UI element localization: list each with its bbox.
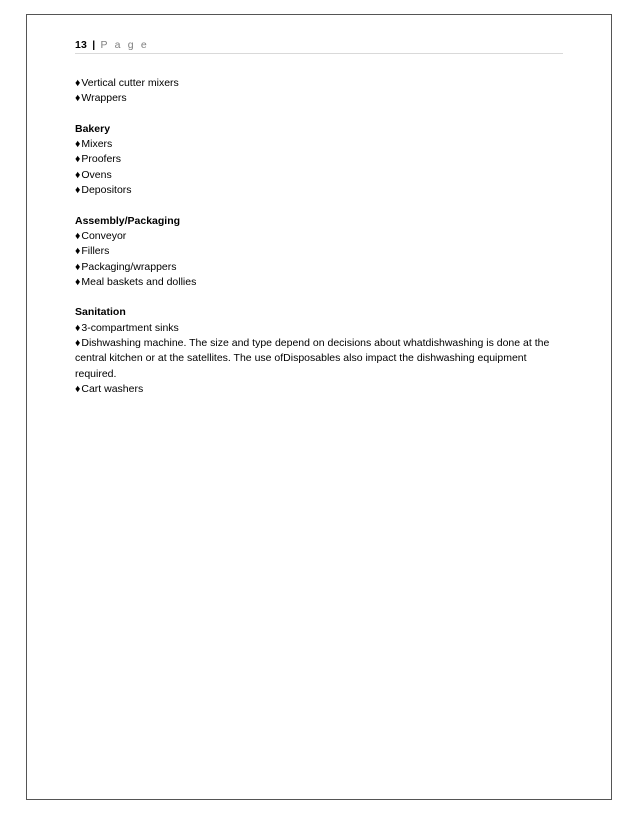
spacer — [75, 198, 565, 213]
list-item: ♦Cart washers — [75, 382, 144, 395]
list-item: ♦Proofers — [75, 153, 122, 166]
document-body — [75, 76, 565, 397]
list-item: ♦Dishwashing machine. The size and type depend on decisions about whatdishwashing is done at the central kitchen or at the satellites. The use ofDisposables also impact the dishwashing equipment required. — [75, 337, 550, 380]
spacer — [75, 290, 565, 305]
diamond-bullet-icon: ♦ — [75, 138, 81, 151]
diamond-bullet-icon: ♦ — [75, 275, 81, 288]
diamond-bullet-icon: ♦ — [75, 77, 81, 89]
diamond-bullet-icon: ♦ — [75, 321, 81, 334]
page-header — [75, 39, 149, 51]
list-item: ♦Conveyor — [75, 229, 127, 242]
header-rule — [75, 53, 563, 54]
list-item: ♦Fillers — [75, 245, 110, 258]
diamond-bullet-icon: ♦ — [75, 153, 81, 166]
diamond-bullet-icon: ♦ — [75, 382, 81, 395]
list-item: ♦3-compartment sinks — [75, 321, 179, 334]
page-word: P a g e — [100, 39, 149, 51]
section-heading-sanitation: Sanitation — [75, 306, 126, 319]
list-item: ♦Mixers — [75, 138, 113, 151]
spacer — [75, 107, 565, 122]
section-heading-assembly: Assembly/Packaging — [75, 214, 181, 227]
page-number: 13 — [75, 39, 88, 51]
list-item: ♦Vertical cutter mixers — [75, 77, 179, 89]
list-item: ♦Packaging/wrappers — [75, 260, 177, 273]
diamond-bullet-icon: ♦ — [75, 245, 81, 258]
diamond-bullet-icon: ♦ — [75, 184, 81, 197]
diamond-bullet-icon: ♦ — [75, 92, 81, 105]
diamond-bullet-icon: ♦ — [75, 260, 81, 273]
list-item: ♦Ovens — [75, 168, 112, 181]
diamond-bullet-icon: ♦ — [75, 229, 81, 242]
header-separator: | — [92, 39, 96, 51]
diamond-bullet-icon: ♦ — [75, 337, 81, 350]
diamond-bullet-icon: ♦ — [75, 168, 81, 181]
list-item: ♦Wrappers — [75, 92, 127, 105]
section-heading-bakery: Bakery — [75, 122, 111, 135]
list-item: ♦Meal baskets and dollies — [75, 275, 197, 288]
list-item: ♦Depositors — [75, 184, 132, 197]
